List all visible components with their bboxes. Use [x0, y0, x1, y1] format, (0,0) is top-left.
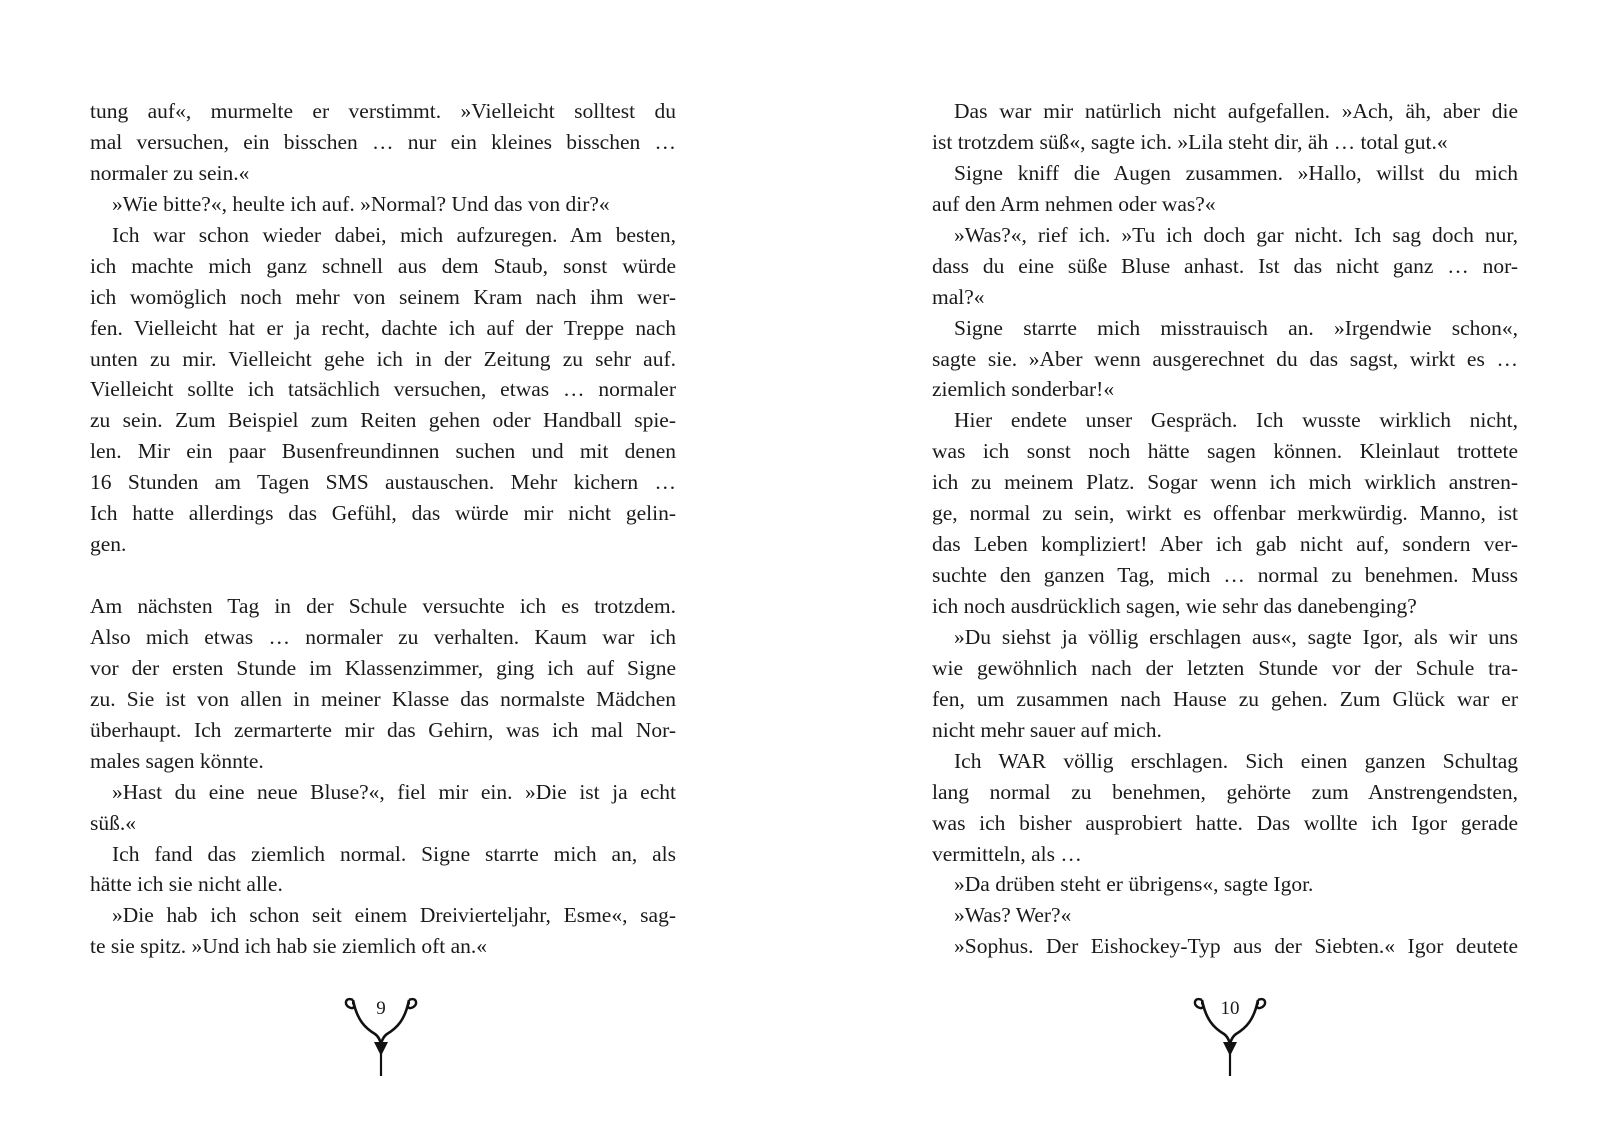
text-line: 16 Stunden am Tagen SMS austauschen. Mehr kichern … [90, 470, 676, 495]
text-line: fen. Vielleicht hat er ja recht, dachte ich auf der Treppe nach [90, 315, 676, 340]
text-line: »Sophus. Der Eishockey-Typ aus der Siebten.« Igor deutete [954, 934, 1518, 959]
text-line: ziemlich sonderbar!« [932, 377, 1115, 402]
text-line: hätte ich sie nicht alle. [90, 872, 283, 897]
text-line: was ich sonst noch hätte sagen können. Kleinlaut trottete [932, 439, 1518, 464]
text-line: ich noch ausdrücklich sagen, wie sehr das danebenging? [932, 594, 1417, 618]
text-line: überhaupt. Ich zermarterte mir das Gehirn, was ich mal Nor- [90, 717, 676, 742]
text-line: sagte sie. »Aber wenn ausgerechnet du das sagst, wirkt es … [932, 346, 1518, 371]
text-line: vermitteln, als … [932, 841, 1082, 866]
text-line: gen. [90, 532, 127, 557]
text-line: das Leben kompliziert! Aber ich gab nicht auf, sondern ver- [932, 532, 1518, 557]
text-line: unten zu mir. Vielleicht gehe ich in der Zeitung zu sehr auf. [90, 346, 676, 371]
right-page-text [932, 96, 1518, 962]
paragraph-break [90, 560, 676, 591]
text-line: wie gewöhnlich nach der letzten Stunde vor der Schule tra- [932, 655, 1518, 680]
text-line: Ich fand das ziemlich normal. Signe starrte mich an, als [112, 841, 676, 866]
text-line: dass du eine süße Bluse anhast. Ist das nicht ganz … nor- [932, 253, 1518, 278]
text-line: »Da drüben steht er übrigens«, sagte Igor. [954, 872, 1314, 897]
text-line: mal versuchen, ein bisschen … nur ein kleines bisschen … [90, 129, 676, 154]
text-line: Vielleicht sollte ich tatsächlich versuchen, etwas … normaler [90, 377, 676, 402]
left-page-text [90, 96, 676, 962]
text-line: ich womöglich noch mehr von seinem Kram nach ihm wer- [90, 284, 676, 309]
page-number: 10 [1220, 998, 1240, 1019]
text-line: Signe kniff die Augen zusammen. »Hallo, willst du mich [954, 160, 1518, 185]
text-line: Ich war schon wieder dabei, mich aufzuregen. Am besten, [112, 222, 676, 247]
text-line: ist trotzdem süß«, sagte ich. »Lila steht dir, äh … total gut.« [932, 129, 1448, 154]
text-line: Ich WAR völlig erschlagen. Sich einen ganzen Schultag [954, 748, 1518, 773]
right-page-folio-ornament [1190, 990, 1270, 1080]
left-page-folio-ornament [341, 990, 421, 1080]
text-line: was ich bisher ausprobiert hatte. Das wollte ich Igor gerade [932, 810, 1518, 835]
text-line: »Hast du eine neue Bluse?«, fiel mir ein. »Die ist ja echt [112, 779, 676, 804]
text-line: zu. Sie ist von allen in meiner Klasse das normalste Mädchen [90, 686, 676, 711]
text-line: Also mich etwas … normaler zu verhalten. Kaum war ich [90, 624, 676, 649]
text-line: »Die hab ich schon seit einem Dreivierteljahr, Esme«, sag- [112, 903, 676, 928]
text-line: süß.« [90, 810, 136, 835]
text-line: zu sein. Zum Beispiel zum Reiten gehen oder Handball spie- [90, 408, 676, 433]
text-line: ich machte mich ganz schnell aus dem Staub, sonst würde [90, 253, 676, 278]
text-line: »Was?«, rief ich. »Tu ich doch gar nicht. Ich sag doch nur, [954, 222, 1518, 247]
text-line: normaler zu sein.« [90, 160, 250, 185]
text-line: Am nächsten Tag in der Schule versuchte ich es trotzdem. [90, 594, 676, 618]
page-number: 9 [376, 998, 386, 1019]
text-line: auf den Arm nehmen oder was?« [932, 191, 1216, 216]
text-line: fen, um zusammen nach Hause zu gehen. Zum Glück war er [932, 686, 1518, 711]
text-line: Ich hatte allerdings das Gefühl, das würde mir nicht gelin- [90, 501, 676, 526]
text-line: nicht mehr sauer auf mich. [932, 717, 1162, 742]
text-line: Signe starrte mich misstrauisch an. »Irgendwie schon«, [954, 315, 1518, 340]
text-line: lang normal zu benehmen, gehörte zum Anstrengendsten, [932, 779, 1518, 804]
text-line: Das war mir natürlich nicht aufgefallen. »Ach, äh, aber die [954, 99, 1518, 123]
text-line: tung auf«, murmelte er verstimmt. »Vielleicht solltest du [90, 99, 676, 123]
text-line: »Wie bitte?«, heulte ich auf. »Normal? Und das von dir?« [112, 191, 610, 216]
text-line: mal?« [932, 284, 985, 309]
text-line: ge, normal zu sein, wirkt es offenbar merkwürdig. Manno, ist [932, 501, 1518, 526]
text-line: ich zu meinem Platz. Sogar wenn ich mich wirklich anstren- [932, 470, 1518, 495]
text-line: te sie spitz. »Und ich hab sie ziemlich oft an.« [90, 934, 488, 959]
text-line: len. Mir ein paar Busenfreundinnen suchen und mit denen [90, 439, 676, 464]
text-line: vor der ersten Stunde im Klassenzimmer, ging ich auf Signe [90, 655, 676, 680]
text-line: Hier endete unser Gespräch. Ich wusste wirklich nicht, [954, 408, 1518, 433]
text-line: »Du siehst ja völlig erschlagen aus«, sagte Igor, als wir uns [954, 624, 1518, 649]
text-line: males sagen könnte. [90, 748, 264, 773]
text-line: »Was? Wer?« [954, 903, 1072, 928]
text-line: suchte den ganzen Tag, mich … normal zu benehmen. Muss [932, 563, 1518, 588]
